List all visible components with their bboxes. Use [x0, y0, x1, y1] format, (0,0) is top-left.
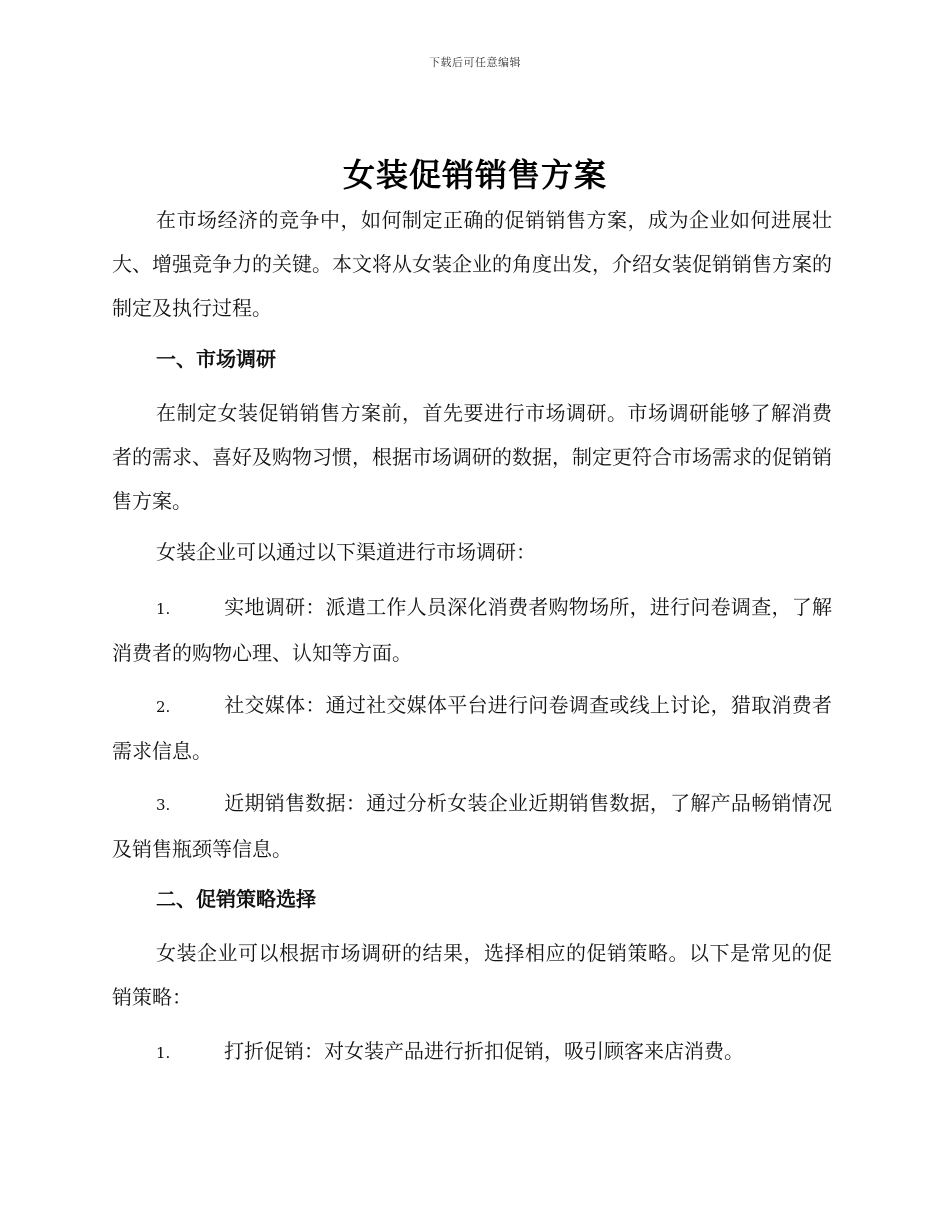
- list-item: [112, 1029, 832, 1075]
- header-note: 下载后可任意编辑: [429, 56, 521, 69]
- list-item-text: 社交媒体：通过社交媒体平台进行问卷调查或线上讨论，猎取消费者需求信息。: [112, 693, 832, 763]
- section-2-para-1-block: [112, 931, 832, 1019]
- list-item-number: 2.: [156, 698, 171, 716]
- list-item-text: 打折促销：对女装产品进行折扣促销，吸引顾客来店消费。: [224, 1039, 744, 1063]
- section-2-paragraph-1: 女装企业可以根据市场调研的结果，选择相应的促销策略。以下是常见的促销策略：: [112, 941, 832, 1009]
- section-1-heading-block: [112, 337, 832, 381]
- section-1-paragraph-1: 在制定女装促销销售方案前，首先要进行市场调研。市场调研能够了解消费者的需求、喜好及购物习惯，根据市场调研的数据，制定更符合市场需求的促销销售方案。: [112, 401, 832, 513]
- list-item-text: 实地调研：派遣工作人员深化消费者购物场所，进行问卷调查，了解消费者的购物心理、认知等方面。: [112, 595, 832, 665]
- list-item: [112, 683, 832, 773]
- section-1-item-1-block: [112, 585, 832, 675]
- section-1-paragraph-2: 女装企业可以通过以下渠道进行市场调研：: [156, 540, 536, 564]
- intro-paragraph: 在市场经济的竞争中，如何制定正确的促销销售方案，成为企业如何进展壮大、增强竞争力的关键。本文将从女装企业的角度出发，介绍女装促销销售方案的制定及执行过程。: [112, 208, 832, 320]
- section-2-heading-block: [112, 877, 832, 921]
- list-item: [112, 585, 832, 675]
- list-item: [112, 781, 832, 871]
- list-item-number: 3.: [156, 796, 171, 814]
- section-1-item-2-block: [112, 683, 832, 773]
- list-item-number: 1.: [156, 600, 171, 618]
- section-1-item-3-block: [112, 781, 832, 871]
- section-2-heading: 二、促销策略选择: [156, 887, 316, 911]
- section-2-item-1-block: [112, 1029, 832, 1075]
- list-item-number: 1.: [156, 1044, 171, 1062]
- intro-block: [112, 198, 832, 330]
- document-title: 女装促销销售方案: [342, 156, 607, 194]
- section-1-heading: 一、市场调研: [156, 347, 276, 371]
- section-1-para-1-block: [112, 391, 832, 523]
- section-1-para-2-block: [112, 530, 832, 574]
- list-item-text: 近期销售数据：通过分析女装企业近期销售数据，了解产品畅销情况及销售瓶颈等信息。: [112, 791, 832, 861]
